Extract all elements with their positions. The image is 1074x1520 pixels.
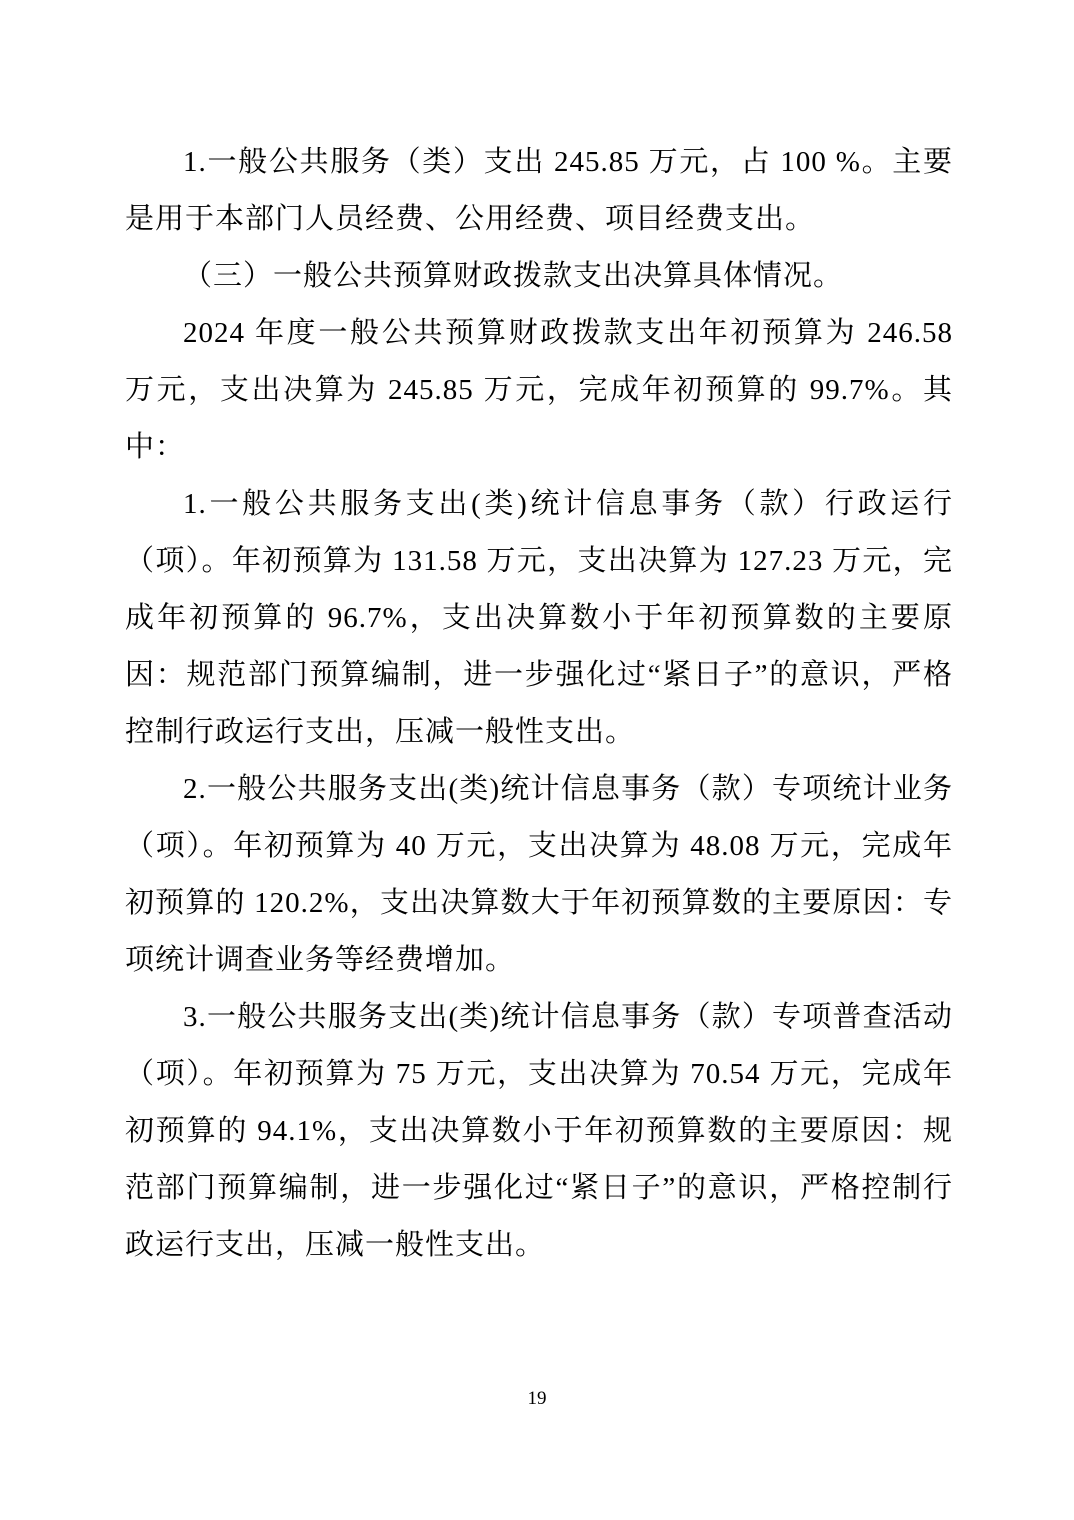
paragraph-item-2-special-statistics-business: 2.一般公共服务支出(类)统计信息事务（款）专项统计业务（项）。年初预算为 40 万元，支出决算为 48.08 万元，完成年初预算的 120.2%，支出决算数大于年初预算数的主要原因：专项统计调查业务等经费增加。 — [125, 773, 953, 976]
paragraph-item-1-administrative-operation: 1.一般公共服务支出(类)统计信息事务（款）行政运行（项）。年初预算为 131.58 万元，支出决算为 127.23 万元，完成年初预算的 96.7%，支出决算数小于年初预算数的主要原因：规范部门预算编制，进一步强化过“紧日子”的意识，严格控制行政运行支出，压减一般性支出。 — [125, 488, 953, 748]
page-footer — [0, 1388, 1074, 1410]
paragraph-annual-budget-summary: 2024 年度一般公共预算财政拨款支出年初预算为 246.58 万元，支出决算为 245.85 万元，完成年初预算的 99.7%。其中： — [125, 317, 953, 463]
document-body — [125, 134, 953, 1274]
page-number: 19 — [527, 1388, 547, 1409]
paragraph-general-public-service-expense: 1.一般公共服务（类）支出 245.85 万元，占 100 %。主要是用于本部门人员经费、公用经费、项目经费支出。 — [125, 146, 953, 235]
paragraph-item-3-special-census-activity: 3.一般公共服务支出(类)统计信息事务（款）专项普查活动（项）。年初预算为 75 万元，支出决算为 70.54 万元，完成年初预算的 94.1%，支出决算数小于年初预算数的主要原因：规范部门预算编制，进一步强化过“紧日子”的意识，严格控制行政运行支出，压减一般性支出。 — [125, 1001, 953, 1261]
paragraph-section-three-heading: （三）一般公共预算财政拨款支出决算具体情况。 — [183, 260, 844, 292]
